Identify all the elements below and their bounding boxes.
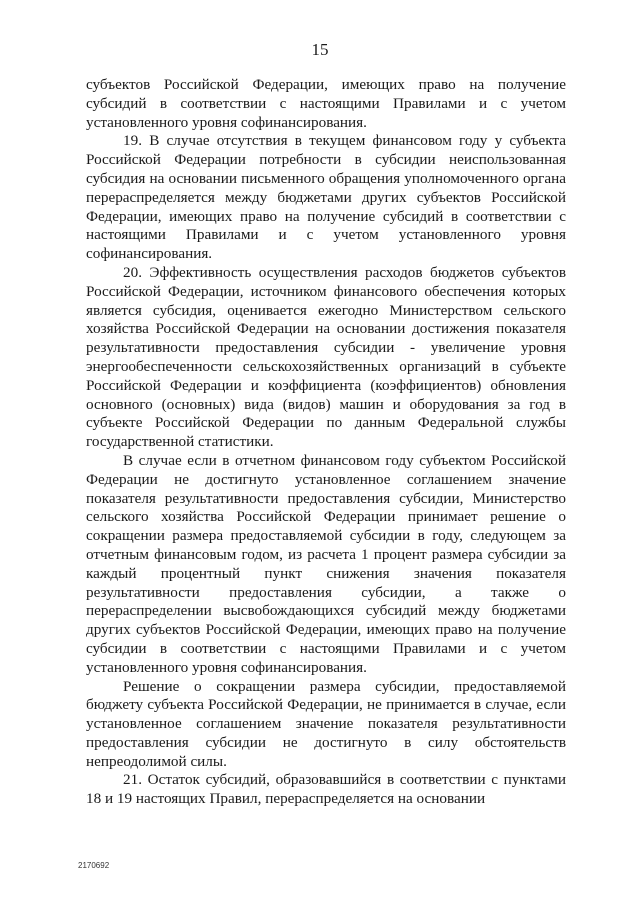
paragraph-20-reduction: В случае если в отчетном финансовом году субъектом Российской Федерации не достигнуто установленное соглашением значение показателя результативности предоставления субсидии, Министерство сельского хозяйства Российской Федерации принимает решение о сокращении размера предоставляемой субсидии в году, следующем за отчетным финансовым годом, из расчета 1 процент размера субсидии за каждый процентный пункт снижения значения показателя результативности предоставления субсидии, а также о перераспределении высвобождающихся субсидий между бюджетами других субъектов Российской Федерации, имеющих право на получение субсидии в соответствии с настоящими Правилами и с учетом установленного уровня софинансирования. <box>86 451 566 676</box>
paragraph-continuation: субъектов Российской Федерации, имеющих право на получение субсидий в соответствии с настоящими Правилами и с учетом установленного уровня софинансирования. <box>86 76 566 131</box>
page-number: 15 <box>311 40 329 59</box>
paragraph-19: 19. В случае отсутствия в текущем финансовом году у субъекта Российской Федерации потребности в субсидии неиспользованная субсидия на основании письменного обращения уполномоченного органа перераспределяется между бюджетами других субъектов Российской Федерации, имеющих право на получение субсидий в соответствии с настоящими Правилами и с учетом установленного уровня софинансирования. <box>86 132 566 263</box>
paragraph-21: 21. Остаток субсидий, образовавшийся в соответствии с пунктами 18 и 19 настоящих Правил, перераспределяется на основании <box>86 771 566 808</box>
document-body <box>86 76 566 809</box>
paragraph-20: 20. Эффективность осуществления расходов бюджетов субъектов Российской Федерации, источником финансового обеспечения которых является субсидия, оценивается ежегодно Министерством сельского хозяйства Российской Федерации на основании достижения показателя результативности предоставления субсидии - увеличение уровня энергообеспеченности сельскохозяйственных организаций в субъекте Российской Федерации и коэффициента (коэффициентов) обновления основного (основных) вида (видов) машин и оборудования за год в субъекте Российской Федерации по данным Федеральной службы государственной статистики. <box>86 263 566 451</box>
paragraph-20-force-majeure: Решение о сокращении размера субсидии, предоставляемой бюджету субъекта Российской Федерации, не принимается в случае, если установленное соглашением значение показателя результативности предоставления субсидии не достигнуто в силу обстоятельств непреодолимой силы. <box>86 677 566 770</box>
document-code: 2170692 <box>78 861 110 870</box>
